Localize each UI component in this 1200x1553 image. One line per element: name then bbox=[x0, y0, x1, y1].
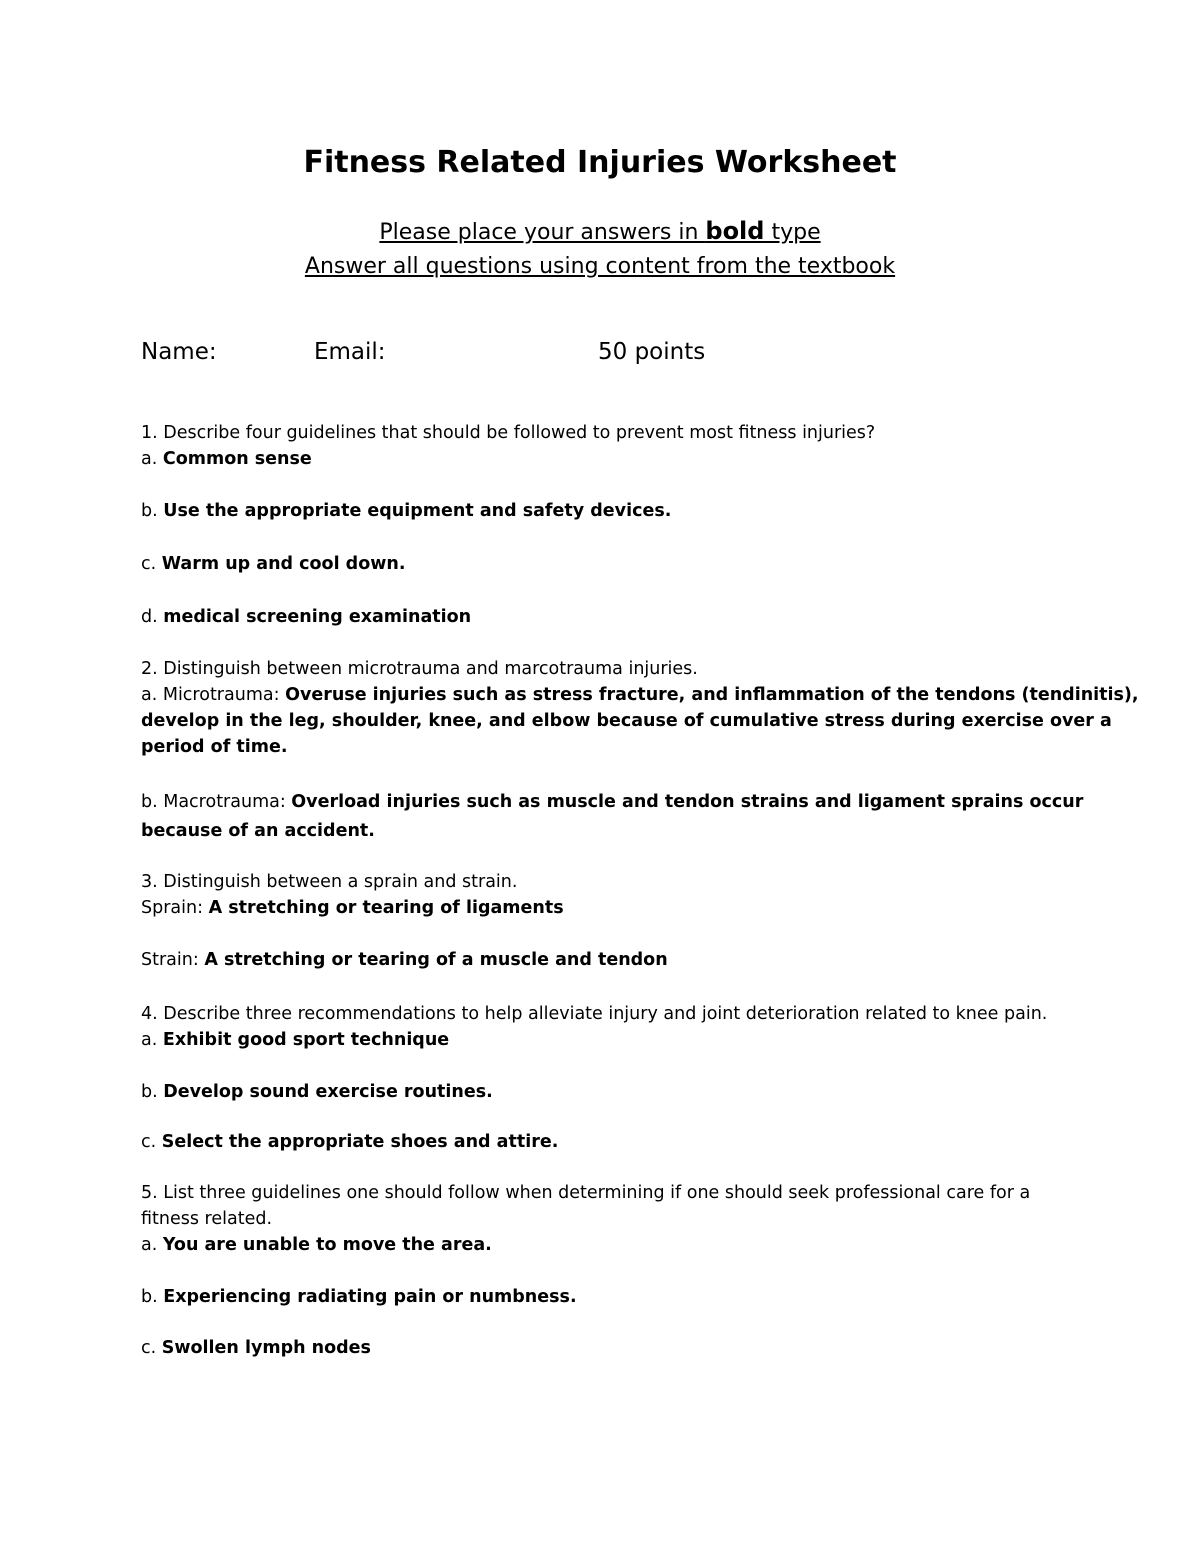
answer-text: You are unable to move the area. bbox=[162, 1235, 492, 1255]
answer-sprain bbox=[141, 895, 1071, 921]
answer-2b-line-1 bbox=[141, 789, 1084, 815]
instruction-text-before: Please place your answers in bbox=[379, 220, 706, 245]
question-5-line-2: fitness related. bbox=[141, 1209, 273, 1229]
answer-5b bbox=[141, 1284, 1071, 1310]
answer-1a bbox=[141, 446, 1071, 472]
answer-label: b. bbox=[141, 501, 164, 521]
email-field-label: Email: bbox=[314, 339, 386, 365]
answer-text: Exhibit good sport technique bbox=[162, 1030, 450, 1050]
answer-text: Develop sound exercise routines. bbox=[163, 1082, 493, 1102]
answer-2a-line-1 bbox=[141, 682, 1139, 708]
question-1: 1. Describe four guidelines that should be followed to prevent most fitness injuries? bbox=[141, 423, 876, 443]
answer-label: c. bbox=[141, 1338, 162, 1358]
answer-label: a. bbox=[141, 1030, 163, 1050]
answer-text: A stretching or tearing of ligaments bbox=[208, 898, 564, 918]
answer-label: c. bbox=[141, 1132, 162, 1152]
answer-2a-line-2: develop in the leg, shoulder, knee, and elbow because of cumulative stress during exercise over a bbox=[141, 711, 1112, 731]
answer-2b-line-2: because of an accident. bbox=[141, 821, 375, 841]
answer-text: Common sense bbox=[162, 449, 312, 469]
answer-1b bbox=[141, 498, 1071, 524]
answer-text: Overload injuries such as muscle and tendon strains and ligament sprains occur bbox=[291, 792, 1084, 812]
instruction-line-2: Answer all questions using content from the textbook bbox=[304, 254, 896, 279]
answer-label: b. Macrotrauma: bbox=[141, 792, 292, 812]
answer-label: b. bbox=[141, 1082, 164, 1102]
answer-4a bbox=[141, 1027, 1071, 1053]
answer-label: Sprain: bbox=[141, 898, 209, 918]
question-3: 3. Distinguish between a sprain and strain. bbox=[141, 872, 518, 892]
answer-2a-line-3: period of time. bbox=[141, 737, 288, 757]
answer-label: c. bbox=[141, 554, 162, 574]
answer-5a bbox=[141, 1232, 1071, 1258]
instruction-text-after: type bbox=[764, 220, 821, 245]
answer-4b bbox=[141, 1079, 1071, 1105]
answer-text: A stretching or tearing of a muscle and tendon bbox=[204, 950, 668, 970]
answer-label: b. bbox=[141, 1287, 164, 1307]
answer-label: a. bbox=[141, 449, 163, 469]
question-5-line-1: 5. List three guidelines one should follow when determining if one should seek professional care for a bbox=[141, 1183, 1031, 1203]
answer-text: Use the appropriate equipment and safety devices. bbox=[163, 501, 672, 521]
page-title: Fitness Related Injuries Worksheet bbox=[303, 145, 897, 180]
answer-label: Strain: bbox=[141, 950, 205, 970]
answer-4c bbox=[141, 1129, 1071, 1155]
answer-label: d. bbox=[141, 607, 164, 627]
answer-text: Experiencing radiating pain or numbness. bbox=[163, 1287, 577, 1307]
answer-1d bbox=[141, 604, 1071, 630]
answer-text: Warm up and cool down. bbox=[161, 554, 406, 574]
answer-5c bbox=[141, 1335, 1071, 1361]
answer-text: medical screening examination bbox=[163, 607, 472, 627]
answer-text: Select the appropriate shoes and attire. bbox=[161, 1132, 559, 1152]
answer-label: a. bbox=[141, 1235, 163, 1255]
answer-1c bbox=[141, 551, 1071, 577]
answer-text: Overuse injuries such as stress fracture, and inflammation of the tendons (tendinitis), bbox=[285, 685, 1139, 705]
question-4: 4. Describe three recommendations to help alleviate injury and joint deterioration related to knee pain. bbox=[141, 1004, 1048, 1024]
instruction-line-1 bbox=[0, 216, 1200, 248]
points-label: 50 points bbox=[598, 339, 706, 365]
answer-text: Swollen lymph nodes bbox=[161, 1338, 371, 1358]
question-2: 2. Distinguish between microtrauma and marcotrauma injuries. bbox=[141, 659, 698, 679]
answer-strain bbox=[141, 947, 1071, 973]
answer-label: a. Microtrauma: bbox=[141, 685, 286, 705]
instruction-bold-word: bold bbox=[705, 217, 765, 245]
name-field-label: Name: bbox=[141, 339, 217, 365]
